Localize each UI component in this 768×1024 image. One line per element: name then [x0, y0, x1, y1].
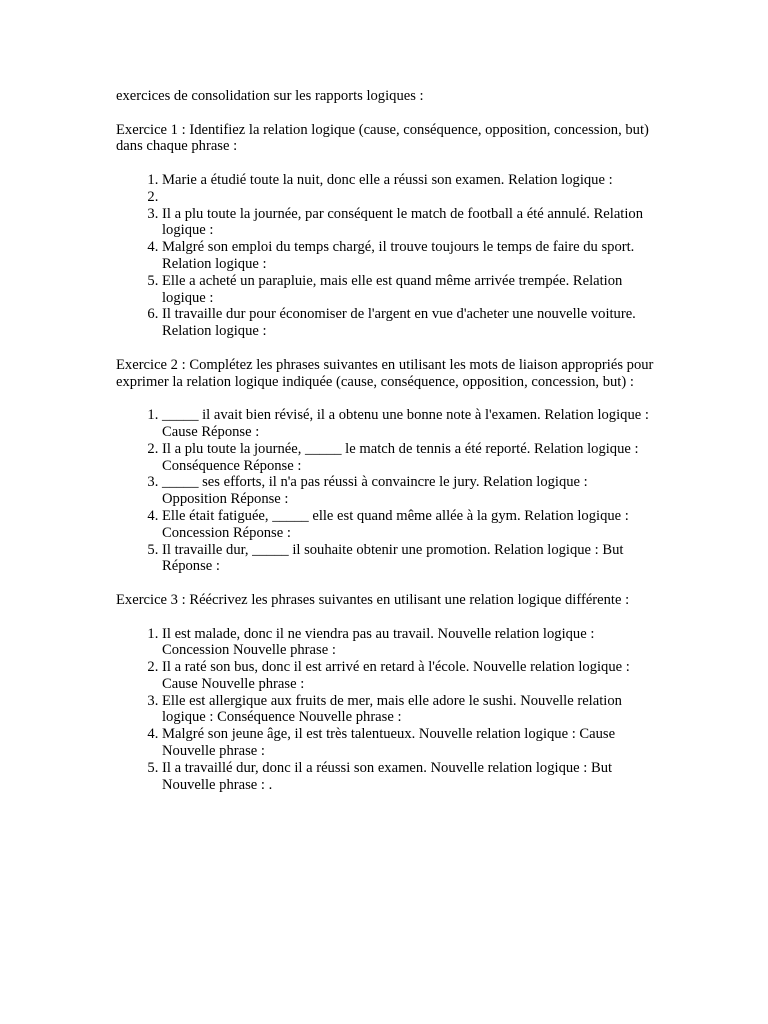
exercise-3-heading: Exercice 3 : Réécrivez les phrases suivantes en utilisant une relation logique différente : — [116, 591, 630, 608]
exercise-3-item-2: 2. Il a raté son bus, donc il est arrivé en retard à l'école. Nouvelle relation logique : Cause Nouvelle phrase : — [162, 659, 656, 693]
exercise-2-item-1: 1. _____ il avait bien révisé, il a obtenu une bonne note à l'examen. Relation logique : Cause Réponse : — [162, 407, 656, 441]
exercise-3-item-3: 3. Elle est allergique aux fruits de mer, mais elle adore le sushi. Nouvelle relation logique : Conséquence Nouvelle phrase : — [162, 693, 656, 727]
exercise-1-heading: Exercice 1 : Identifiez la relation logique (cause, conséquence, opposition, concession, but) dans chaque phrase : — [116, 121, 649, 155]
exercise-1-item-3: 3. Il a plu toute la journée, par conséquent le match de football a été annulé. Relation logique : — [162, 206, 656, 240]
exercise-1-item-2 — [162, 189, 656, 206]
exercise-3-item-4: 4. Malgré son jeune âge, il est très talentueux. Nouvelle relation logique : Cause Nouvelle phrase : — [162, 726, 656, 760]
document-title: exercices de consolidation sur les rapports logiques : — [116, 88, 424, 104]
exercise-2-heading: Exercice 2 : Complétez les phrases suivantes en utilisant les mots de liaison appropriés pour exprimer la relation logique indiquée (cause, conséquence, opposition, concession, but) : — [116, 356, 654, 390]
exercise-1-list — [116, 172, 656, 340]
exercise-2-item-2: 2. Il a plu toute la journée, _____ le match de tennis a été reporté. Relation logique : Conséquence Réponse : — [162, 441, 656, 475]
exercise-2-item-5: 5. Il travaille dur, _____ il souhaite obtenir une promotion. Relation logique : But Réponse : — [162, 542, 656, 576]
exercise-3-item-1: 1. Il est malade, donc il ne viendra pas au travail. Nouvelle relation logique : Concession Nouvelle phrase : — [162, 626, 656, 660]
exercise-3-item-5: 5. Il a travaillé dur, donc il a réussi son examen. Nouvelle relation logique : But Nouvelle phrase : . — [162, 760, 656, 794]
exercise-2-item-3: 3. _____ ses efforts, il n'a pas réussi à convaincre le jury. Relation logique : Opposition Réponse : — [162, 474, 656, 508]
document-page — [116, 88, 656, 810]
exercise-1-item-6: 6. Il travaille dur pour économiser de l'argent en vue d'acheter une nouvelle voiture. Relation logique : — [162, 306, 656, 340]
exercise-2-list — [116, 407, 656, 575]
exercise-1-item-4: 4. Malgré son emploi du temps chargé, il trouve toujours le temps de faire du sport. Relation logique : — [162, 239, 656, 273]
exercise-2-item-4: 4. Elle était fatiguée, _____ elle est quand même allée à la gym. Relation logique : Concession Réponse : — [162, 508, 656, 542]
exercise-1-item-1: 1. Marie a étudié toute la nuit, donc elle a réussi son examen. Relation logique : — [162, 172, 656, 189]
exercise-3-list — [116, 626, 656, 794]
exercise-1-item-5: 5. Elle a acheté un parapluie, mais elle est quand même arrivée trempée. Relation logique : — [162, 273, 656, 307]
